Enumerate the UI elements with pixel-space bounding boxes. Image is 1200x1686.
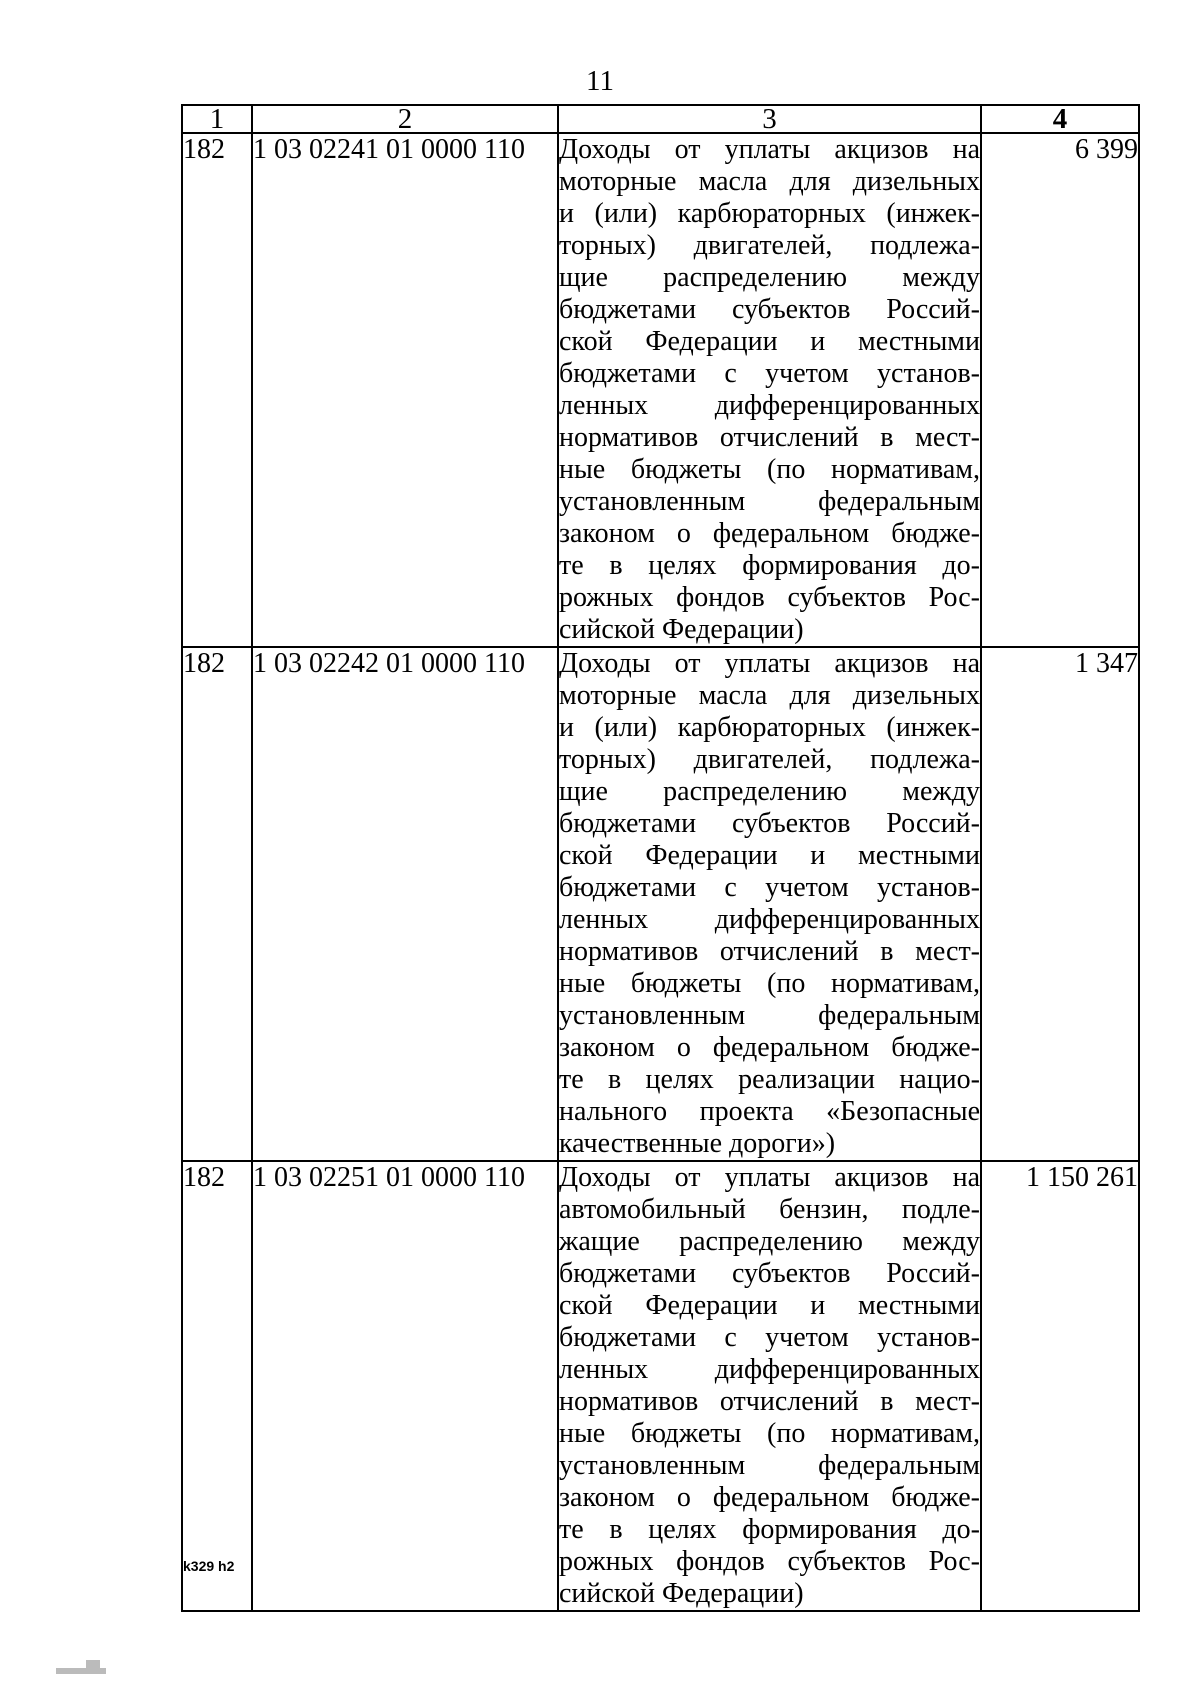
description-line: Доходы от уплаты акцизов на [559, 134, 980, 165]
description-line: бюджетами с учетом установ- [559, 1322, 980, 1353]
description-line: сийской Федерации) [559, 614, 804, 645]
description-line: и (или) карбюраторных (инжек- [559, 198, 980, 229]
description-line: моторные масла для дизельных [559, 680, 980, 711]
row-column-1-value: 182 [182, 1161, 252, 1611]
description-line: ской Федерации и местными [559, 1290, 980, 1321]
revenue-description [558, 647, 981, 1161]
description-line: ные бюджеты (по нормативам, [559, 968, 980, 999]
description-line: установленным федеральным [559, 1000, 980, 1031]
table-body [182, 133, 1139, 1611]
description-line: бюджетами с учетом установ- [559, 358, 980, 389]
description-line: Доходы от уплаты акцизов на [559, 648, 980, 679]
table-row [182, 647, 1139, 1161]
page-number: 11 [586, 65, 614, 97]
description-line: ленных дифференцированных [559, 390, 980, 421]
revenue-description [558, 133, 981, 647]
description-line: моторные масла для дизельных [559, 166, 980, 197]
table-row [182, 1161, 1139, 1611]
description-line: нормативов отчислений в мест- [559, 936, 980, 967]
description-line: ленных дифференцированных [559, 904, 980, 935]
scan-artifact [56, 1668, 106, 1674]
row-column-1-value: 182 [182, 133, 252, 647]
description-line: нального проекта «Безопасные [559, 1096, 980, 1127]
description-line: жащие распределению между [559, 1226, 980, 1257]
description-line: бюджетами субъектов Россий- [559, 294, 980, 325]
description-line: Доходы от уплаты акцизов на [559, 1162, 980, 1193]
amount-value: 1 347 [981, 647, 1139, 1161]
description-line: те в целях формирования до- [559, 550, 980, 581]
description-line: торных) двигателей, подлежа- [559, 744, 980, 775]
amount-value: 1 150 261 [981, 1161, 1139, 1611]
column-header-3: 3 [558, 105, 981, 133]
description-line: законом о федеральном бюдже- [559, 1482, 980, 1513]
description-line: установленным федеральным [559, 1450, 980, 1481]
description-line: щие распределению между [559, 262, 980, 293]
description-line: ные бюджеты (по нормативам, [559, 1418, 980, 1449]
description-line: бюджетами субъектов Россий- [559, 1258, 980, 1289]
description-line: автомобильный бензин, подле- [559, 1194, 980, 1225]
revenue-table [181, 104, 1140, 1612]
description-line: установленным федеральным [559, 486, 980, 517]
description-line: ные бюджеты (по нормативам, [559, 454, 980, 485]
description-line: бюджетами субъектов Россий- [559, 808, 980, 839]
description-line: щие распределению между [559, 776, 980, 807]
description-line: качественные дороги») [559, 1128, 836, 1159]
description-line: рожных фондов субъектов Рос- [559, 1546, 980, 1577]
description-line: рожных фондов субъектов Рос- [559, 582, 980, 613]
description-line: те в целях формирования до- [559, 1514, 980, 1545]
column-header-4: 4 [981, 105, 1139, 133]
table-header-row [182, 105, 1139, 133]
footer-code: k329 h2 [183, 1558, 235, 1574]
revenue-description [558, 1161, 981, 1611]
description-line: ленных дифференцированных [559, 1354, 980, 1385]
column-header-2: 2 [252, 105, 558, 133]
description-line: сийской Федерации) [559, 1578, 804, 1609]
row-column-1-value: 182 [182, 647, 252, 1161]
description-line: законом о федеральном бюдже- [559, 518, 980, 549]
table-row [182, 133, 1139, 647]
description-line: ской Федерации и местными [559, 840, 980, 871]
description-line: законом о федеральном бюдже- [559, 1032, 980, 1063]
description-line: нормативов отчислений в мест- [559, 422, 980, 453]
description-line: те в целях реализации нацио- [559, 1064, 980, 1095]
description-line: бюджетами с учетом установ- [559, 872, 980, 903]
scan-artifact [86, 1660, 100, 1668]
description-line: торных) двигателей, подлежа- [559, 230, 980, 261]
description-line: нормативов отчислений в мест- [559, 1386, 980, 1417]
budget-classification-code: 1 03 02242 01 0000 110 [252, 647, 558, 1161]
budget-classification-code: 1 03 02241 01 0000 110 [252, 133, 558, 647]
description-line: и (или) карбюраторных (инжек- [559, 712, 980, 743]
budget-classification-code: 1 03 02251 01 0000 110 [252, 1161, 558, 1611]
column-header-1: 1 [182, 105, 252, 133]
amount-value: 6 399 [981, 133, 1139, 647]
description-line: ской Федерации и местными [559, 326, 980, 357]
